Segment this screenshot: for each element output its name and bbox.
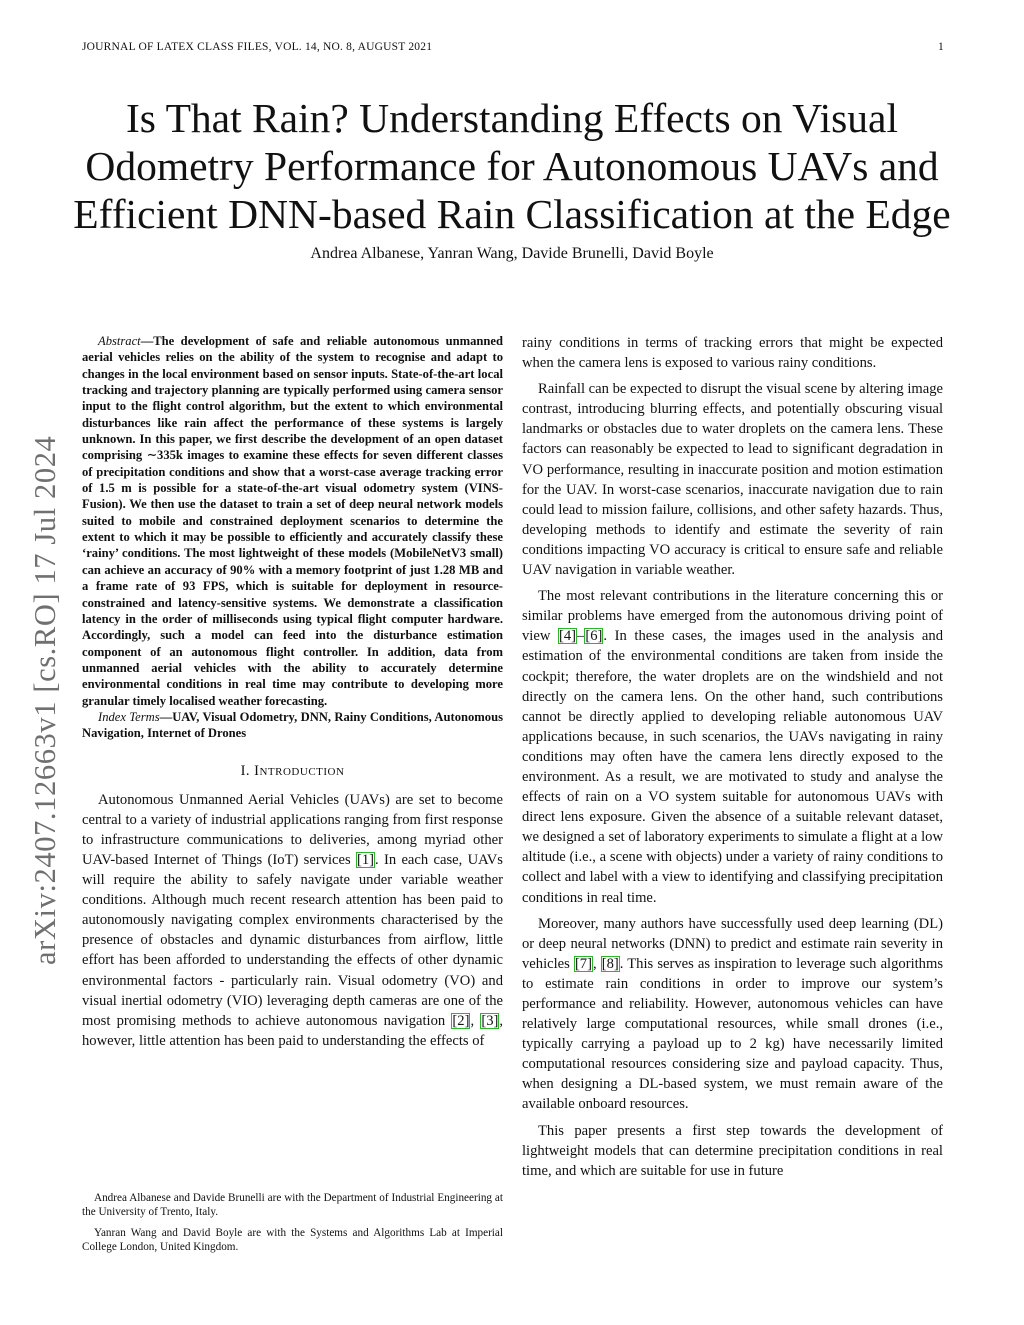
author-list: Andrea Albanese, Yanran Wang, Davide Brunelli, David Boyle [310,245,714,262]
paragraph-continued: rainy conditions in terms of tracking errors that might be expected when the camera lens is exposed to various rainy conditions. [522,335,943,372]
title-line-3: Efficient DNN-based Rain Classification at the Edge [73,191,951,237]
intro-paragraph [82,790,503,1051]
intro-text-2: . In each case, UAVs will require the ability to safely navigate under variable weather conditions. Although much recent research attention has been paid to autonomously navigating complex environments characterised by the presence of obstacles and dynamic disturbances from airflow, little effort has been afforded to understanding the effects of other dynamic environmental factors - particularly rain. Visual odometry (VO) and visual inertial odometry (VIO) leveraging depth cameras are one of the most promising methods to achieve autonomous navigation [82,851,503,1029]
journal-header: JOURNAL OF LATEX CLASS FILES, VOL. 14, NO. 8, AUGUST 2021 [82,41,433,53]
lit-text-2: . In these cases, the images used in the analysis and estimation of the environmental conditions are taken from inside the cockpit; therefore, the water droplets are on the windshield and not directly on the camera lens. On the other hand, such contributions cannot be directly applied to developing reliable autonomous UAV applications because, in such scenarios, the UAVs navigating in rainy conditions may often have the camera lens directly exposed to the environment. As a result, we are motivated to study and analyse the effects of rain on a VO system suitable for autonomous UAVs with direct lens exposure. Given the absence of a suitable relevant dataset, we designed a set of laboratory experiments to simulate a flight at a low altitude (i.e., a scene with objects) under a variety of rainy conditions to collect and label with a view to identifying and classifying precipitation conditions in real time. [522,628,943,906]
paper-title [60,94,964,238]
citation-link[interactable]: [7] [574,955,592,972]
running-head [82,41,944,53]
section-title-rest: NTRODUCTION [259,765,345,778]
intro-text-4: , however, little attention has been paid to understanding the effects of [82,1012,504,1049]
citation-link[interactable]: [4] [559,628,577,645]
arxiv-identifier: arXiv:2407.12663v1 [cs.RO] 17 Jul 2024 [28,435,62,965]
dl-text-1: Moreover, many authors have successfully used deep learning (DL) or deep neural networks (DNN) to predict and estimate rain severity in vehicles [522,915,943,972]
paragraph-deep-learning [522,914,943,1115]
left-column [82,333,503,1051]
citation-link[interactable]: [2] [452,1012,470,1029]
citation-link[interactable]: [6] [585,628,603,645]
paragraph-rainfall: Rainfall can be expected to disrupt the visual scene by altering image contrast, introducing blurring effects, and potentially obscuring visual landmarks or obstacles due to water droplets on the camera lens. These factors can reasonably be expected to lead to significant degradation in VO performance, resulting in inaccurate position and motion estimation for the UAV. In worst-case scenarios, inaccurate navigation due to rain could lead to mission failure, collisions, and other safety hazards. Thus, developing methods to identify and estimate the severity of rain conditions impacting VO accuracy is critical to ensure safe and reliable UAV navigation in variable weather. [522,381,943,579]
footnote-affiliation-2: Yanran Wang and David Boyle are with the Systems and Algorithms Lab at Imperial College London, United Kingdom. [82,1226,503,1253]
title-line-1: Is That Rain? Understanding Effects on Visual [125,95,899,141]
paragraph-literature [522,586,943,908]
abstract-label: Abstract [98,334,141,348]
index-terms-label: Index Terms [98,709,160,724]
abstract-text: —The development of safe and reliable autonomous unmanned aerial vehicles relies on the ability of the system to recognise and adapt to changes in the local environment based on sensor inputs. State-of-the-art local tracking and trajectory planning are typically performed using camera sensor input to the flight control algorithm, but the extent to which environmental disturbances like rain affect the performance of these systems is largely unknown. In this paper, we first describe the development of an open dataset comprising ∼335k images to examine these effects for seven different classes of precipitation conditions and show that a worst-case average tracking error of 1.5 m is possible for a state-of-the-art visual odometry system (VINS-Fusion). We then use the dataset to train a set of deep neural network models suited to mobile and constrained deployment scenarios to determine the extent to which it may be possible to efficiently and accurately classify these ‘rainy’ conditions. The most lightweight of these models (MobileNetV3 small) can achieve an accuracy of 90% with a memory footprint of just 1.28 MB and a frame rate of 93 FPS, which is suitable for deployment in resource-constrained and latency-sensitive systems. We demonstrate a classification latency in the order of milliseconds using typical flight computer hardware. Accordingly, such a model can feed into the disturbance estimation component of an autonomous flight controller. In addition, data from unmanned aerial vehicles with the ability to accurately determine environmental conditions in real time may contribute to developing more granular timely localised weather forecasting. [82,334,503,708]
dl-text-2: . This serves as inspiration to leverage such algorithms to estimate rain conditions in order to improve our system’s performance and reliability. However, autonomous vehicles can have relatively large computational resources, while small drones (i.e., typically carrying a payload up to 2 kg) have necessarily limited computational resources considering size and payload capacity. Thus, when designing a DL-based system, we must remain aware of the available onboard resources. [522,955,943,1113]
paragraph-this-paper: This paper presents a first step towards the development of lightweight models that can determine precipitation conditions in real time, and which are suitable for use in future [522,1122,943,1179]
abstract [82,333,503,709]
section-numeral: I. I [240,762,260,779]
footnote-affiliation-1: Andrea Albanese and Davide Brunelli are with the Department of Industrial Engineering at the University of Trento, Italy. [82,1192,503,1219]
intro-text-3: , [470,1012,481,1029]
citation-link[interactable]: [1] [356,851,375,868]
citation-link[interactable]: [3] [481,1012,499,1029]
footnotes [82,1191,503,1254]
index-terms [82,709,503,742]
dl-sep: , [592,955,601,972]
section-heading-introduction [82,761,503,782]
title-line-2: Odometry Performance for Autonomous UAVs and [85,143,939,189]
citation-link[interactable]: [8] [601,955,619,972]
lit-text-1: The most relevant contributions in the literature concerning this or similar problems have emerged from the autonomous driving point of view [522,588,943,645]
index-terms-text: —UAV, Visual Odometry, DNN, Rainy Conditions, Autonomous Navigation, Internet of Drones [82,709,503,741]
right-column [522,333,943,1181]
intro-text-1: Autonomous Unmanned Aerial Vehicles (UAVs) are set to become central to a variety of industrial applications ranging from first response to infrastructure communications to deliveries, among myriad other UAV-based Internet of Things (IoT) services [82,791,503,868]
lit-dash: – [577,628,585,645]
page-number: 1 [938,41,944,53]
